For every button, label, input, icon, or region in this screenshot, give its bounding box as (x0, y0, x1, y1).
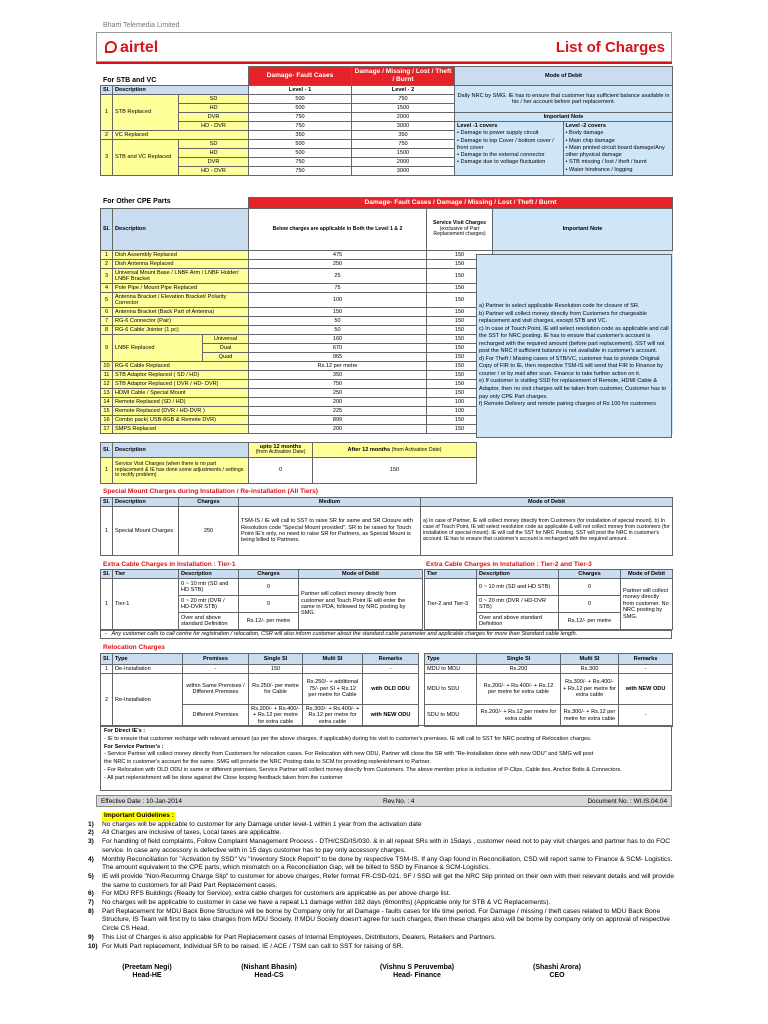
col-level2: Level - 2 (352, 86, 455, 95)
effective-date: Effective Date : 10-Jan-2014 (101, 798, 182, 805)
list-item: 3) For handling of field complaints, Follow Complaint Management Process - DTH/CSD/IS/030. & in all repeat SRs with in 15days , customer need not to pay visit charges and partner has to do FOC service. In case any accessory is defective with in 15 days customer has to pay only accessory charges. (88, 838, 671, 854)
mode-of-debit-text: Daily NRC by SMG. IE has to ensure that customer has sufficient balance available in his / her account before part replacement. (455, 86, 673, 113)
table-row: 8 RG-6 Cable Jointer (1 pc) 50 150 (101, 326, 673, 335)
title-divider (96, 62, 672, 64)
table-row: 11 STB Adaptor Replaced ( SD / HD) 350 150 (101, 371, 673, 380)
table-row: 17 SMPS Replaced 200 150 (101, 425, 673, 434)
table-row: 4 Pole Pipe / Mount Pipe Replaced 75 150 (101, 284, 673, 293)
extra-cable-tier23-table: Tier Description Charges Mode of Debit Tier-2 and Tier-3 0 ~ 10 mtr (SD and HD STB) 0 Partner will collect money directly from customer. No NRC posting by SMG. 0 ~ 20 mtr (DVR / HD-DVR STB) 0 Over and above standard Definition Rs.12/- per metre (424, 569, 673, 630)
list-item: 6) For MDU RFS Buildings (Ready for Service), extra cable charges for customers are applicable as per above charge list. (88, 890, 451, 898)
level1-covers: Level -1 covers • Damage to power supply circuit • Damage to top Cover / bottom cover / front cover • Damage to the external connector • Damage due to voltage fluctuation (455, 122, 564, 175)
signature-head-cs: (Nishant Bhasin) Head-CS (241, 964, 297, 980)
section-title-extra-cable-t1: Extra Cable Charges in Installation : Tier-1 (103, 561, 236, 568)
table-row: 10 RG-6 Cable Replaced Rs.12 per metre 150 (101, 362, 673, 371)
cpe-parts-table: Damage- Fault Cases / Damage / Missing / Lost / Theft / Burnt Sl. Description Below charges are applicable in Both the Level 1 & 2 Service Visit Charges (exclusive of Part Replacement charges) Important Note 1 Dish Assembly Replaced 475 150 2 Dish Antenna Replaced 250 150 3 Universal Mount Base / LNBF Arm / LNBF Holder/ LNBF Bracket 25 150 4 Pole Pipe / Mount Pipe Replaced 75 150 5 Antenna Bracket / Elevation Bracket/ Polarity Corrector 100 150 6 Antenna Bracket (Back Part of Antenna) 150 150 7 RG-6 Connector (Pair) 50 150 8 RG-6 Cable Jointer (1 pc) 50 150 9 LNBF Replaced Universal 160 150 Dual 670 150 Quad 965 150 10 RG-6 Cable Replaced Rs.12 per metre 150 11 STB Adaptor Replaced ( SD / HD) 350 150 12 STB Adaptor Replaced ( DVR / HD- DVR) 750 150 13 HDMI Cable / Special Mount 250 150 14 Remote Replaced (SD / HD) 200 100 15 Remote Replaced (DVR / HD-DVR ) 225 100 16 Combo pack( USB-8GB & Remote DVR) 899 150 17 SMPS Replaced 200 150 (100, 197, 673, 434)
company-name: Bharti Telemedia Limited (103, 22, 180, 29)
section-title-cpe: For Other CPE Parts (103, 198, 171, 205)
list-item: 5) IE will provide "Non-Recurring Charge Slip" to customer for above charges, Refer format FR-CSD-021. SF / SSD will get the NRC Slip printed on their own with their relevant details and will provide the same to customers for all Paid Part Replacement cases. (88, 872, 674, 889)
guidelines-title: Important Guidelines : (104, 812, 174, 819)
document-header (96, 32, 672, 62)
stb-vc-table: Damage- Fault Cases Damage / Missing / Lost / Theft / Burnt Mode of Debit Sl. Description Level - 1 Level - 2 Daily NRC by SMG. IE has to ensure that customer has sufficient balance available in his / her account before part replacement. 1 STB Replaced SD 500 750 HD 500 1500 DVR 750 2000 Important Note HD - DVR 750 3000 Level -1 covers • Damage to power supply circuit • Damage to top Cover / bottom cover / front cover • Damage to the external connector • Damage due to voltage fluctuation Level -2 covers • Body damage • Main chip damage • Main printed circuit board damage/Any other physical damage • STB missing / lost / theft / burnt • Water hindrance / logging 2 VC Replaced 350 350 3 STB and VC Replaced SD 500 750 HD 500 1500 DVR 750 2000 HD - DVR 750 3000 (100, 66, 673, 176)
table-row: Dual 670 150 (101, 344, 673, 353)
special-mount-table: Sl. Description Charges Medium Mode of Debit 1 Special Mount Charges 250 TSM-IS / IE will call to SST to raise SR for same and SR Closure with Resolution code "Special Mount provided". SR to be raised for Touch Point IE's only, no need to raise SR for Partners, as Special Mount is being billed to Partners. a) In case of Partner, IE will collect money directly from Customers (for installation of special mount). b) In case of Touch Point, IE will select resolution code as applicable & will not collect money from customers (for installation of special mount). IE will call the SST for NRC Posting. SST will post the NRC in customer's account. IE has to ensure that customer's account is recharged with the required amount. (100, 497, 673, 556)
airtel-logo-icon (105, 41, 117, 53)
list-item: 8) Part Replacement for MDU Back Bone Structure will be borne by Company only for all Damage - faults cases for life time period. For Damage / missing / theft cases related to MDU Back Bone Structure, IS Team will first try to take charges from MDU Society. If MDU Society doesn't agree for such charges, then these charges also will be borne by company only on approval of respective Circle CS Head. (88, 907, 670, 933)
col-damage-fault: Damage- Fault Cases (249, 67, 352, 86)
table-row: 1 Dish Assembly Replaced 475 150 (101, 251, 673, 260)
document-number: Document No. : WI.IS.04.04 (587, 798, 667, 805)
table-row: 9 LNBF Replaced Universal 160 150 (101, 335, 673, 344)
level-covers (455, 122, 673, 176)
table-row: 16 Combo pack( USB-8GB & Remote DVR) 899 150 (101, 416, 673, 425)
list-item: 4) Monthly Reconciliation for "Activation by SSD" Vs "Inventory Stock Report" to be done by respective TSM-IS. If any Gap found in Reconciliation, CSD will report same to Finance & SCM- Logistics. The amount equivalent to the CPE parts, which mismatch on a Reconciliation Gap, will be billed to SSD by Finance & SCM-Logistics. (88, 855, 673, 872)
guidelines-list (88, 821, 678, 952)
cpe-important-notes: a) Partner to select applicable Resolution code for closure of SR. b) Partner will collect money directly from Customers for chargeable replacement and visit charges, except STB and VC. c) In case of Touch Point, IE will select resolution code as applicable and call the SST for NRC posting. IE has to ensure that customer's account is recharged with the required amount (before part replacement). SST will not post the NRC if sufficient balance is not available in customer's account. d) For Theft / Missing cases of STB/VC, customer has to provide Original Copy of FIR to IE, then respective TSM-IS will send that FIR to Finance by courier / or by mail after scan. Finance to take further action on it. e) If customer is visiting SSD for replacement of Remote, HDMI Cable & Adaptor, then no visit charges will be taken from customer, Customer has to pay only CPE Part charges. f) Remote Delivery and remote pairing charges of Rs 100 for customers (476, 254, 672, 438)
list-item: 9) This List of Charges is also applicable for Part Replacement cases of Internal Employees, Distributors, Dealers, Retailers and Partners. (88, 933, 496, 941)
section-title-special-mount: Special Mount Charges during Installation / Re-installation (All Tiers) (103, 488, 318, 495)
table-row: 12 STB Adaptor Replaced ( DVR / HD- DVR) 750 150 (101, 380, 673, 389)
table-row: 5 Antenna Bracket / Elevation Bracket/ Polarity Corrector 100 150 (101, 293, 673, 308)
col-description: Description (113, 86, 249, 95)
document-footer (96, 795, 672, 807)
table-row: 14 Remote Replaced (SD / HD) 200 100 (101, 398, 673, 407)
col-mode-of-debit: Mode of Debit (455, 67, 673, 86)
table-row: Quad 965 150 (101, 353, 673, 362)
col-sl: Sl. (101, 86, 113, 95)
signature-head-finance: (Vishnu S Peruvemba) Head- Finance (379, 964, 455, 980)
document-title: List of Charges (555, 39, 665, 56)
relocation-left-table: Sl. Type Premises Single SI Multi SI Remarks 1 De-Installation - 150 - 2 Re-Installation within Same Premises / Different Premises Rs.250/- per metre for Cable Rs.250/- + additional 75/- per SI + Rs.12 per metre for Cable with OLD ODU Different Premises Rs.200/- + Rs.400/- + Rs.12 per metre for extra cable Rs.300/- + Rs.400/- + Rs.12 per metre for extra cable with NEW ODU (100, 653, 419, 727)
level2-covers: Level -2 covers • Body damage • Main chip damage • Main printed circuit board damage/Any other physical damage • STB missing / lost / theft / burnt • Water hindrance / logging (565, 123, 665, 173)
col-level1: Level - 1 (249, 86, 352, 95)
col-damage-missing: Damage / Missing / Lost / Theft / Burnt (352, 67, 455, 86)
table-row: 7 RG-6 Connector (Pair) 50 150 (101, 317, 673, 326)
important-guidelines (88, 812, 678, 951)
signature-head-he: (Preetam Negi) Head-HE (122, 964, 172, 980)
table-row: 15 Remote Replaced (DVR / HD-DVR ) 225 100 (101, 407, 673, 416)
important-note-label: Important Note (455, 113, 673, 122)
signature-ceo: (Shashi Arora) CEO (533, 964, 581, 980)
cable-footnote: - Any customer calls to call centre for registration / relocation, CSR will also inform customer about the standard cable parameter and applicable charges for more than Standard cable length. (100, 630, 672, 639)
cpe-col-heading: Damage- Fault Cases / Damage / Missing / Lost / Theft / Burnt (249, 198, 673, 209)
section-title-stb-vc: For STB and VC (103, 77, 157, 84)
revision-number: Rev.No. : 4 (383, 798, 415, 805)
list-item: 7) No charges will be applicable to customer in case we have a repeat L1 damage within 182 days (6months) (Applicable only for STB & VC Replacements). (88, 899, 551, 907)
table-row: 13 HDMI Cable / Special Mount 250 150 (101, 389, 673, 398)
list-item: 2) All Charges are inclusive of taxes, Local taxes are applicable. (88, 829, 282, 837)
airtel-logo: airtel (105, 39, 158, 57)
table-row: 3 Universal Mount Base / LNBF Arm / LNBF Holder/ LNBF Bracket 25 150 (101, 269, 673, 284)
table-row: 2 Dish Antenna Replaced 250 150 (101, 260, 673, 269)
list-item: 10) For Multi Part replacement, Individual SR to be raised. IE / ACE / TSM can call to SST for raising of SR. (88, 942, 404, 950)
section-title-extra-cable-t23: Extra Cable Charges in Installation : Tier-2 and Tier-3 (426, 561, 592, 568)
service-visit-table: Sl. Description upto 12 months (from Activation Date) After 12 months (from Activation Date) 1 Service Visit Charges (when there is no part replacement & IE has done some adjustments / settings to rectify problem) 0 150 (100, 442, 477, 484)
table-row: 6 Antenna Bracket (Back Part of Antenna) 150 150 (101, 308, 673, 317)
relocation-notes: For Direct IE's : - IE to ensure that customer recharge with relevant amount (as per the above charges, if applicable) during his visit to customer's premises. IE will call to SST for NRC posting of Relocation charges. For Service Partner's : - Service Partner will collect money directly from Customers for relocation cases. For Relocation with new ODU, Partner will close the SR with "Re-Installation done with new ODU" and SMG will post the NRC in customer's account for the same. SMG will provide the NRC Posting data to SCM for providing replenishment to Partner. - For Relocation with OLD ODU in same or different premises, Service Partner will collect money directly from Customers. The above mention price is inclusive of P-Clips, Cable ties, Anchor Bolts & Connectors. - All part replenishment will be done against the Close looping feedback taken from the customer (100, 725, 672, 791)
section-title-relocation: Relocation Charges (103, 644, 165, 651)
extra-cable-tier1-table: Sl. Tier Description Charges Mode of Debit 1 Tier-1 0 ~ 10 mtr (SD and HD STB) 0 Partner will collect money directly from customer and Touch Point IE will enter the same in PDA, followed by NRC posting by SMG. 0 ~ 20 mtr (DVR / HD-DVR STB) 0 Over and above standard Definition Rs.12/- per metre (100, 569, 423, 630)
list-item: 1) No charges will be applicable to customer for any Damage under level-1 within 1 year from the activation date (88, 820, 422, 828)
relocation-right-table: Type Single SI Multi SI Remarks MDU to MDU Rs.200 Rs.300 - MDU to SDU Rs.200/- + Rs.400/- + Rs.12 per metre for extra cable Rs.300/- + Rs.400/- + Rs.12 per metre for extra cable with NEW ODU SDU to MDU Rs.200/- + Rs.12 per metre for extra cable Rs.300/- + Rs.12 per metre for extra cable - (424, 653, 673, 727)
